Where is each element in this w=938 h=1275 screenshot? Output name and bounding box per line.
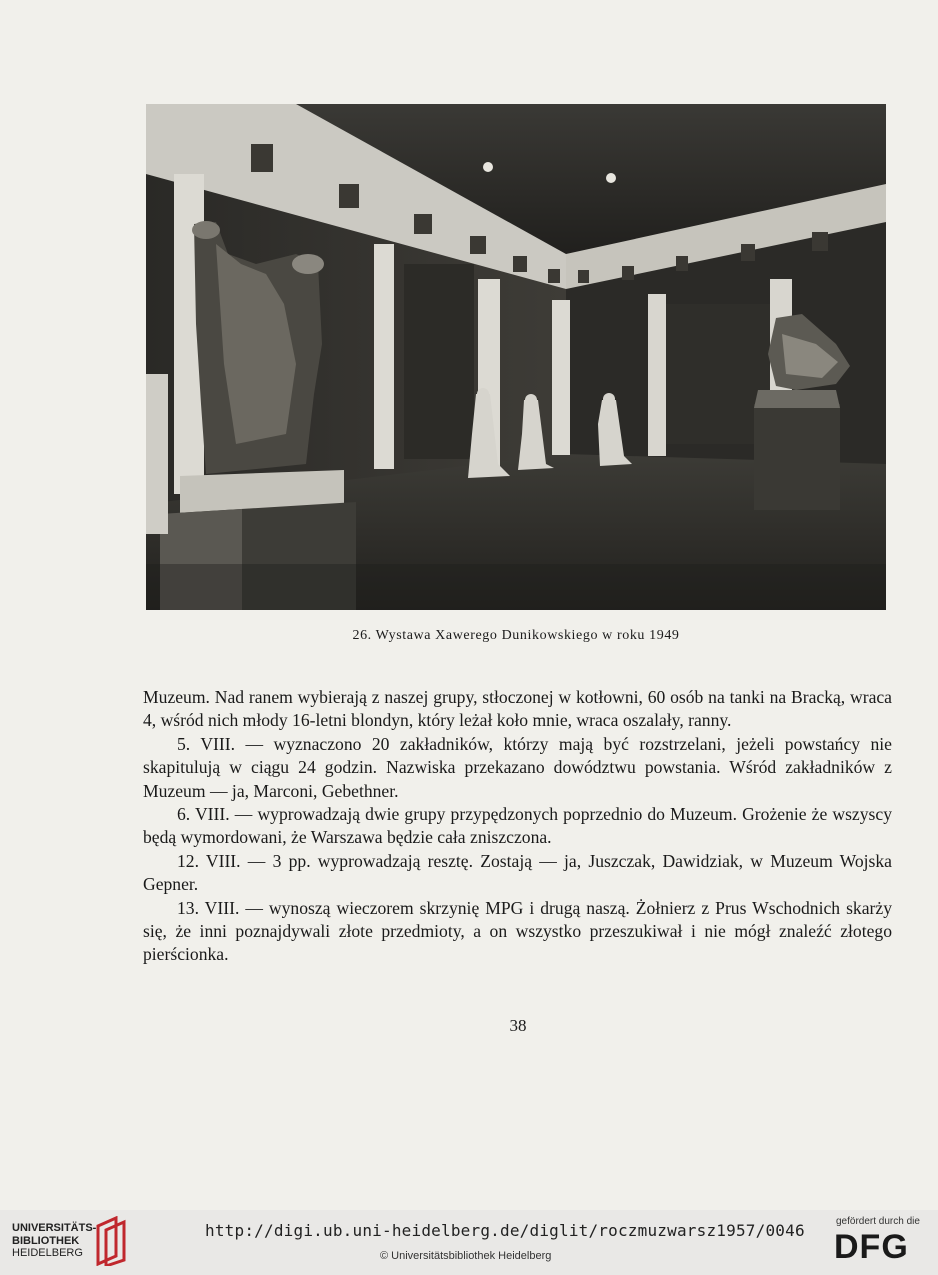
paragraph-entry-12-viii: 12. VIII. — 3 pp. wyprowadzają resztę. Zostają — ja, Juszczak, Dawidziak, w Muzeum Wojska Gepner. [143,850,892,895]
library-logo-icon [94,1216,130,1271]
figure-caption: 26. Wystawa Xawerego Dunikowskiego w roku 1949 [352,628,680,643]
digitization-footer [0,1210,938,1275]
library-name-line-1: UNIVERSITÄTS- [12,1222,97,1234]
body-text [143,686,892,967]
paragraph-continuation: Muzeum. Nad ranem wybierają z naszej grupy, stłoczonej w kotłowni, 60 osób na tanki na Bracką, wraca 4, wśród nich młody 16-letni blondyn, który leżał koło mnie, wraca oszalały, ranny. [143,687,892,731]
funded-by-label: gefördert durch die [836,1216,920,1227]
exhibition-hall-illustration [146,104,886,610]
paragraph-entry-13-viii: 13. VIII. — wynoszą wieczorem skrzynię MPG i drugą naszą. Żołnierz z Prus Wschodnich skarży się, że inni poznajdywali złote przedmioty, a on wszystko przeszukiwał i nie mógł znaleźć złotego pierścionka. [143,897,892,965]
dfg-logo: DFG [834,1228,909,1266]
library-name-line-2: BIBLIOTHEK [12,1234,80,1247]
library-name-line-3: HEIDELBERG [12,1247,83,1259]
paragraph-entry-5-viii: 5. VIII. — wyznaczono 20 zakładników, którzy mają być rozstrzelani, jeżeli powstańcy nie skapitulują w ciągu 24 godzin. Nazwiska przekazano dowództwu powstania. Wśród zakładników z Muzeum — ja, Marconi, Gebethner. [143,733,892,801]
exhibition-photo [146,104,886,610]
library-name [12,1222,96,1260]
copyright-notice: © Universitätsbibliothek Heidelberg [380,1250,552,1262]
permalink-url[interactable]: http://digi.ub.uni-heidelberg.de/diglit/roczmuzwarsz1957/0046 [205,1221,805,1240]
paragraph-entry-6-viii: 6. VIII. — wyprowadzają dwie grupy przypędzonych poprzednio do Muzeum. Grożenie że wszyscy będą wymordowani, że Warszawa będzie cała zniszczona. [143,804,892,848]
page-number: 38 [509,1016,527,1035]
